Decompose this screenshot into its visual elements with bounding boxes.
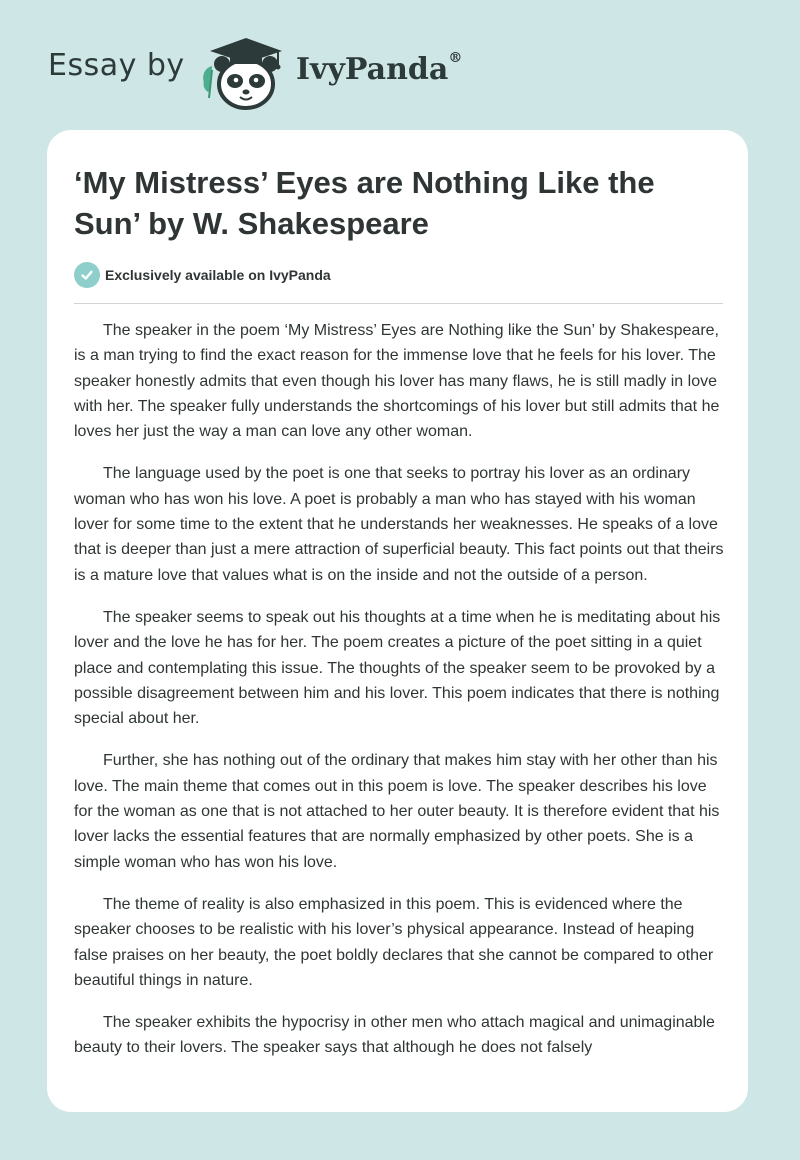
brand-text: IvyPanda: [296, 52, 449, 87]
site-header: [0, 0, 800, 130]
essay-title: ‘My Mistress’ Eyes are Nothing Like the Sun’ by W. Shakespeare: [74, 165, 655, 241]
exclusive-label: Exclusively available on IvyPanda: [105, 267, 331, 283]
paragraph: The theme of reality is also emphasized in this poem. This is evidenced where the speaker chooses to be realistic with his lover’s physical appearance. Instead of heaping false praises on her beauty, the poet boldly declares that she cannot be compared to other beautiful things in nature.: [74, 895, 714, 989]
paragraph: The speaker exhibits the hypocrisy in other men who attach magical and unimaginable beauty to their lovers. The speaker says that although he does not falsely: [74, 1014, 715, 1057]
exclusive-badge: [74, 262, 331, 288]
panda-graduate-icon[interactable]: [198, 34, 290, 112]
essay-body: [74, 318, 726, 1078]
essay-card: [47, 130, 748, 1112]
paragraph: The speaker in the poem ‘My Mistress’ Eyes are Nothing like the Sun’ by Shakespeare, is a man trying to find the exact reason for the immense love that he feels for his lover. The speaker honestly admits that even though his lover has many flaws, he is still madly in love with her. The speaker fully understands the shortcomings of his lover but still admits that he loves her just the way a man can love any other woman.: [74, 322, 720, 441]
check-circle-icon: [74, 262, 100, 288]
brand-name[interactable]: [296, 52, 462, 87]
essay-by-label: Essay by: [48, 48, 185, 83]
paragraph: The language used by the poet is one that seeks to portray his lover as an ordinary woman who has won his love. A poet is probably a man who has stayed with his woman lover for some time to the extent that he understands her weaknesses. He speaks of a love that is deeper than just a mere attraction of superficial beauty. This fact points out that theirs is a mature love that values what is on the inside and not the outside of a person.: [74, 465, 724, 584]
divider: [74, 303, 723, 304]
registered-mark: ®: [448, 50, 463, 66]
paragraph: The speaker seems to speak out his thoughts at a time when he is meditating about his lover and the love he has for her. The poem creates a picture of the poet sitting in a quiet place and contemplating this issue. The thoughts of the speaker seem to be provoked by a possible disagreement between him and his lover. This poem indicates that there is nothing special about her.: [74, 608, 721, 728]
paragraph: Further, she has nothing out of the ordinary that makes him stay with her other than his love. The main theme that comes out in this poem is love. The speaker describes his love for the woman as one that is not attached to her outer beauty. It is therefore evident that his lover lacks the essential features that are normally emphasized by other poets. She is a simple woman who has won his love.: [74, 752, 720, 871]
